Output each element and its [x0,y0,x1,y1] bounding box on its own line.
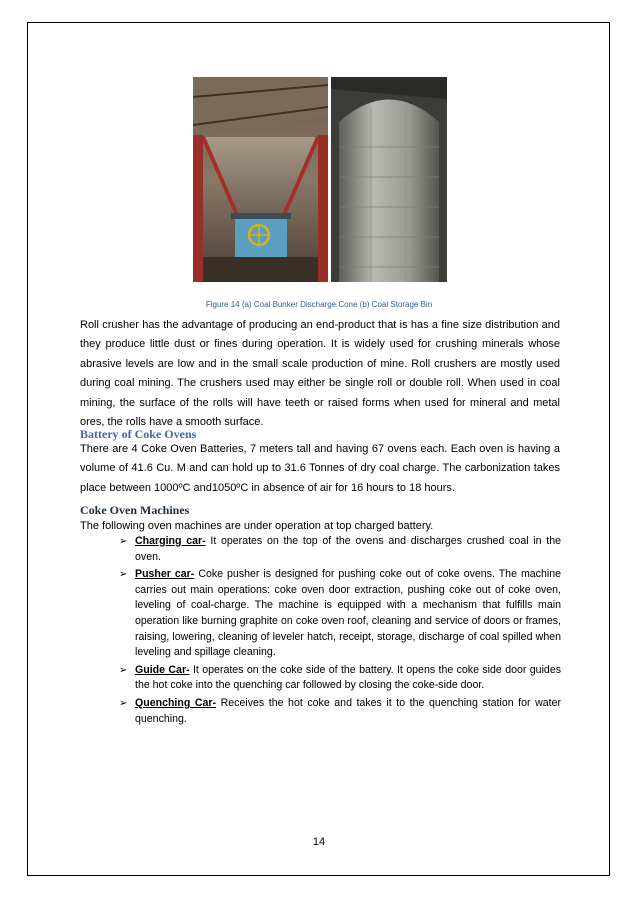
arrow-bullet-icon: ➢ [119,536,128,547]
list-item-text: It operates on the top of the ovens and discharges crushed coal in the oven. [135,535,561,563]
list-item-term: Pusher car- [135,568,195,581]
list-item-term: Charging car- [135,535,206,547]
list-item-pusher-car [119,567,561,661]
list-item-text: Coke pusher is designed for pushing coke out of coke ovens. The machine carries out main operations: coke oven door extraction, pushing coke out of coke oven, leveling of coal-charge. The machine is equipped with a mechanism that fulfills main operation like burning graphite on coke oven roof, cleaning and service of doors or frames, raising, lowering, cleaning of leveler hatch, receipt, storage, discharge of coal spilled when leveling and spillage cleaning. [135,568,561,659]
coal-storage-bin-photo [331,77,447,282]
roll-crusher-paragraph: Roll crusher has the advantage of producing an end-product that is has a fine size distribution and they produce little dust or fines during operation. It is widely used for crushing minerals whose abrasive levels are low and in the small scale production of mine. Roll crushers are mostly used during coal mining. The crushers used may either be single roll or double roll. When used in coal mining, the surface of the rolls will have teeth or raised forms when used for mineral and metal ores, the rolls have a smooth surface. [80,319,560,429]
figure-caption: Figure 14 (a) Coal Bunker Discharge Cone (b) Coal Storage Bin [205,300,433,309]
list-item-quenching-car [119,696,561,727]
arrow-bullet-icon: ➢ [119,697,128,709]
coal-bunker-discharge-cone-photo [193,77,328,282]
arrow-bullet-icon: ➢ [119,569,128,581]
list-item-text: It operates on the coke side of the battery. It opens the coke side door guides the hot coke into the quenching car followed by closing the coke-side door. [135,663,562,692]
list-item-text: Receives the hot coke and takes it to the quenching station for water quenching. [135,696,561,725]
arrow-bullet-icon: ➢ [119,664,128,676]
list-item-guide-car [119,663,561,694]
coke-oven-machines-list [119,534,561,729]
battery-of-coke-ovens-heading: Battery of Coke Ovens [80,427,197,441]
list-item-charging-car [119,534,561,565]
coke-oven-machines-heading: Coke Oven Machines [80,503,190,517]
coke-oven-machines-intro: The following oven machines are under operation at top charged battery. [80,520,434,532]
battery-of-coke-ovens-paragraph: There are 4 Coke Oven Batteries, 7 meters tall and having 67 ovens each. Each oven is having a volume of 41.6 Cu. M and can hold up to 31.6 Tonnes of dry coal charge. The carbonization takes place between 1000ºC and1050ºC in absence of air for 16 hours to 18 hours. [80,443,560,494]
list-item-term: Guide Car- [135,663,190,676]
list-item-term: Quenching Car- [135,696,217,709]
page-number: 14 [312,836,326,848]
